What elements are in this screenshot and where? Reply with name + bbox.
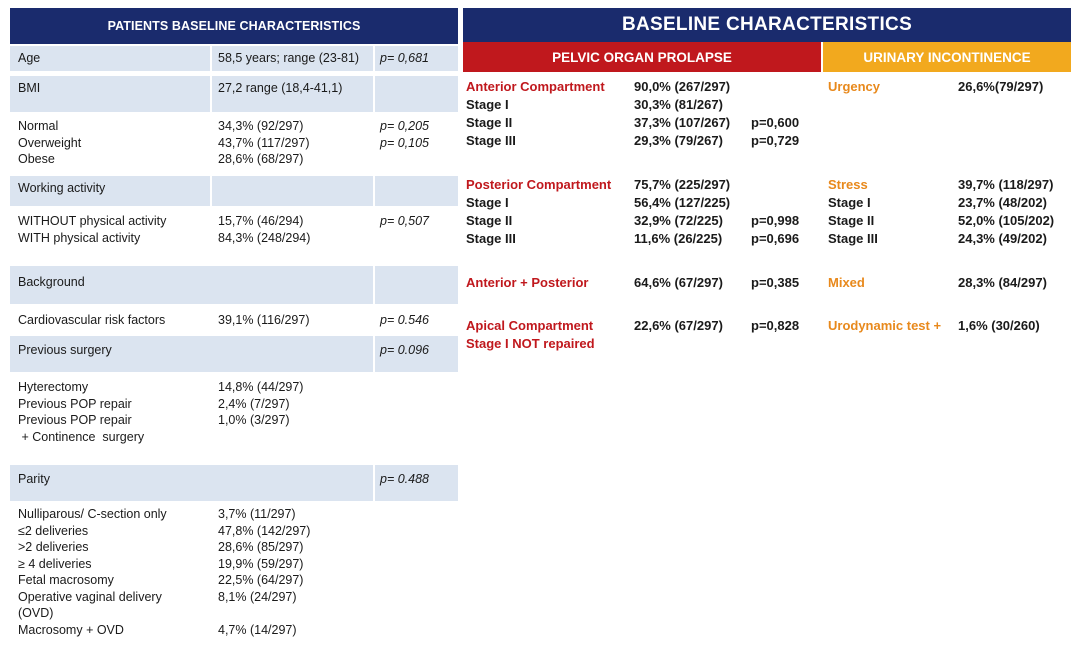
parity-subrows bbox=[10, 506, 458, 640]
ant-post-label: Anterior + Posterior bbox=[466, 275, 589, 290]
list-item: Obese bbox=[18, 152, 55, 166]
bmi-value: 27,2 range (18,4-41,1) bbox=[218, 81, 343, 95]
list-item: >2 deliveries bbox=[18, 540, 89, 554]
list-value: 84,3% (248/294) bbox=[218, 230, 311, 245]
list-value: 43,7% (117/297) bbox=[218, 135, 310, 150]
working-subrows bbox=[10, 213, 458, 249]
list-value: 15,7% (46/294) bbox=[218, 214, 304, 228]
bmi-row bbox=[10, 76, 458, 112]
anterior-stage-1-label: Stage I bbox=[466, 97, 509, 112]
mixed-label: Mixed bbox=[828, 275, 865, 290]
list-item: Operative vaginal delivery bbox=[18, 589, 162, 604]
anterior-stage-2-p: p=0,600 bbox=[751, 115, 800, 130]
posterior-label: Posterior Compartment bbox=[466, 177, 612, 192]
cardio-label: Cardiovascular risk factors bbox=[18, 313, 166, 327]
apical-p: p=0,828 bbox=[751, 318, 800, 333]
posterior-stage-3-value: 11,6% (26/225) bbox=[634, 231, 723, 246]
list-item: Nulliparous/ C-section only bbox=[18, 507, 167, 521]
p-value: p= 0,105 bbox=[380, 135, 430, 150]
background-label: Background bbox=[18, 275, 85, 289]
list-item: Hyterectomy bbox=[18, 380, 89, 394]
apical-label: Apical Compartment bbox=[466, 318, 594, 333]
left-title-text: PATIENTS BASELINE CHARACTERISTICS bbox=[107, 19, 361, 33]
posterior-stage-3-label: Stage III bbox=[466, 231, 516, 246]
list-item: Macrosomy + OVD bbox=[18, 622, 124, 637]
list-value: 28,6% (85/297) bbox=[218, 540, 304, 554]
list-value bbox=[218, 605, 310, 622]
apical-value: 22,6% (67/297) bbox=[634, 318, 723, 333]
surgery-row bbox=[10, 336, 458, 372]
cardio-row bbox=[10, 310, 458, 334]
surgery-subrows bbox=[10, 379, 458, 449]
parity-p: p= 0.488 bbox=[380, 472, 430, 486]
list-value: 34,3% (92/297) bbox=[218, 119, 304, 133]
right-panel-title bbox=[463, 8, 1071, 42]
bmi-subrows bbox=[10, 118, 458, 170]
list-value: 1,0% (3/297) bbox=[218, 413, 290, 427]
list-value: 4,7% (14/297) bbox=[218, 622, 297, 637]
surgery-label: Previous surgery bbox=[18, 343, 112, 357]
urgency-label: Urgency bbox=[828, 79, 881, 94]
ui-header bbox=[823, 42, 1071, 72]
ui-header-text: URINARY INCONTINENCE bbox=[863, 49, 1031, 65]
cardio-value: 39,1% (116/297) bbox=[218, 313, 310, 327]
working-label: Working activity bbox=[18, 181, 106, 195]
stress-label: Stress bbox=[828, 177, 868, 192]
posterior-stage-1-value: 56,4% (127/225) bbox=[634, 195, 731, 210]
list-item: ≤2 deliveries bbox=[18, 523, 89, 538]
parity-row bbox=[10, 465, 458, 501]
ant-post-value: 64,6% (67/297) bbox=[634, 275, 723, 290]
anterior-stage-1-value: 30,3% (81/267) bbox=[634, 97, 723, 112]
pop-header-text: PELVIC ORGAN PROLAPSE bbox=[552, 49, 732, 65]
cardio-p: p= 0.546 bbox=[380, 313, 430, 327]
posterior-stage-2-p: p=0,998 bbox=[751, 213, 800, 228]
p-value: p= 0,507 bbox=[380, 214, 430, 228]
surgery-p: p= 0.096 bbox=[380, 343, 430, 357]
age-row bbox=[10, 46, 458, 71]
stress-value: 39,7% (118/297) bbox=[958, 177, 1054, 192]
anterior-label: Anterior Compartment bbox=[466, 79, 605, 94]
p-value: p= 0,205 bbox=[380, 119, 430, 133]
list-item: WITH physical activity bbox=[18, 230, 141, 245]
urodynamic-label: Urodynamic test + bbox=[828, 318, 942, 333]
ant-post-p: p=0,385 bbox=[751, 275, 800, 290]
anterior-stage-3-p: p=0,729 bbox=[751, 133, 800, 148]
list-item: + Continence surgery bbox=[18, 429, 145, 444]
list-value: 2,4% (7/297) bbox=[218, 396, 290, 411]
anterior-stage-3-value: 29,3% (79/267) bbox=[634, 133, 723, 148]
list-item: Overweight bbox=[18, 135, 82, 150]
parity-label: Parity bbox=[18, 472, 50, 486]
list-item: Previous POP repair bbox=[18, 413, 132, 427]
stress-stage-3-label: Stage III bbox=[828, 231, 878, 246]
left-table-title bbox=[10, 8, 458, 44]
list-item: Fetal macrosomy bbox=[18, 573, 114, 587]
anterior-stage-3-label: Stage III bbox=[466, 133, 516, 148]
stress-stage-2-label: Stage II bbox=[828, 213, 875, 228]
background-row bbox=[10, 266, 458, 304]
bmi-label: BMI bbox=[18, 81, 41, 95]
list-value: 14,8% (44/297) bbox=[218, 380, 304, 394]
list-value: 47,8% (142/297) bbox=[218, 523, 311, 538]
list-value: 22,5% (64/297) bbox=[218, 573, 304, 587]
posterior-stage-3-p: p=0,696 bbox=[751, 231, 800, 246]
list-item: (OVD) bbox=[18, 606, 54, 620]
apical-sub: Stage I NOT repaired bbox=[466, 336, 595, 351]
posterior-value: 75,7% (225/297) bbox=[634, 177, 731, 192]
list-value: 28,6% (68/297) bbox=[218, 152, 304, 166]
anterior-value: 90,0% (267/297) bbox=[634, 79, 731, 94]
list-value: 3,7% (11/297) bbox=[218, 507, 296, 521]
list-item: WITHOUT physical activity bbox=[18, 214, 167, 228]
pop-header bbox=[463, 42, 821, 72]
urodynamic-value: 1,6% (30/260) bbox=[958, 318, 1040, 333]
age-value: 58,5 years; range (23-81) bbox=[218, 51, 360, 65]
mixed-value: 28,3% (84/297) bbox=[958, 275, 1047, 290]
right-title-text: BASELINE CHARACTERISTICS bbox=[621, 14, 913, 35]
posterior-stage-2-value: 32,9% (72/225) bbox=[634, 213, 723, 228]
stress-stage-2-value: 52,0% (105/202) bbox=[958, 213, 1055, 228]
list-item: Normal bbox=[18, 119, 59, 133]
list-item: ≥ 4 deliveries bbox=[18, 556, 92, 571]
posterior-stage-1-label: Stage I bbox=[466, 195, 509, 210]
posterior-stage-2-label: Stage II bbox=[466, 213, 513, 228]
stress-stage-1-label: Stage I bbox=[828, 195, 871, 210]
working-row bbox=[10, 176, 458, 206]
anterior-stage-2-value: 37,3% (107/267) bbox=[634, 115, 731, 130]
urgency-value: 26,6%(79/297) bbox=[958, 79, 1044, 94]
age-p: p= 0,681 bbox=[380, 51, 430, 65]
list-item: Previous POP repair bbox=[18, 396, 132, 411]
stress-stage-3-value: 24,3% (49/202) bbox=[958, 231, 1047, 246]
list-value: 19,9% (59/297) bbox=[218, 556, 304, 571]
list-value: 8,1% (24/297) bbox=[218, 589, 297, 604]
stress-stage-1-value: 23,7% (48/202) bbox=[958, 195, 1047, 210]
age-label: Age bbox=[18, 51, 41, 65]
anterior-stage-2-label: Stage II bbox=[466, 115, 513, 130]
